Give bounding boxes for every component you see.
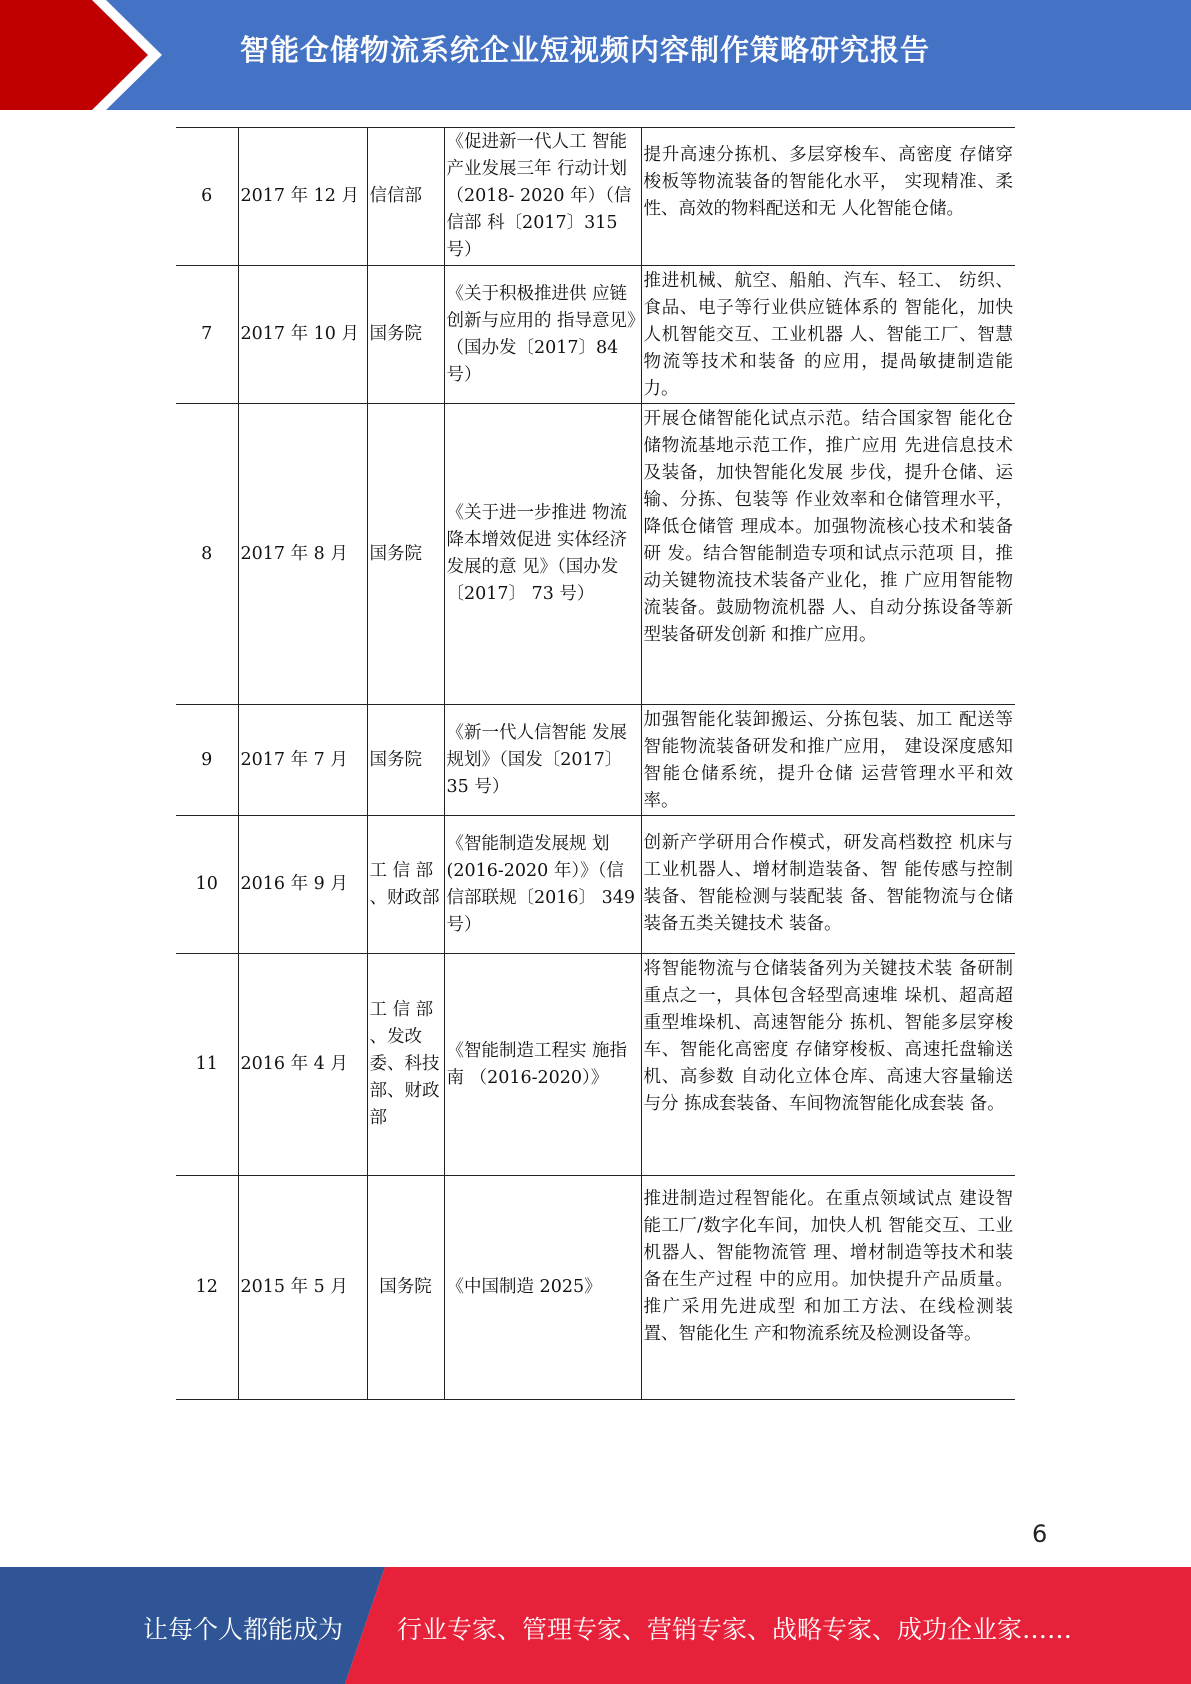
table-row <box>176 954 1015 1176</box>
row-department: 国务院 <box>367 705 444 816</box>
row-department: 信信部 <box>367 128 444 266</box>
row-date: 2015 年 5 月 <box>238 1176 367 1400</box>
table-row <box>176 404 1015 705</box>
page-number: 6 <box>1032 1520 1048 1548</box>
table-row <box>176 1176 1015 1400</box>
row-number: 6 <box>176 128 238 266</box>
row-document: 《新一代人信智能 发展规划》（国发〔2017〕 35 号） <box>444 705 641 816</box>
row-number: 12 <box>176 1176 238 1400</box>
row-document: 《中国制造 2025》 <box>444 1176 641 1400</box>
row-number: 11 <box>176 954 238 1176</box>
row-department: 工 信 部 、发改委、科技部、财政部 <box>367 954 444 1176</box>
row-date: 2017 年 12 月 <box>238 128 367 266</box>
header-title: 智能仓储物流系统企业短视频内容制作策略研究报告 <box>240 33 931 67</box>
row-department: 工 信 部 、财政部 <box>367 816 444 954</box>
row-number: 10 <box>176 816 238 954</box>
row-date: 2017 年 10 月 <box>238 266 367 404</box>
row-number: 9 <box>176 705 238 816</box>
row-content: 将智能物流与仓储装备列为关键技术装 备研制重点之一，具体包含轻型高速堆 垛机、超高超重型堆垛机、高速智能分 拣机、智能多层穿梭车、智能化高密度 存储穿梭板、高速托盘输送机、高参数 自动化立体仓库、高速大容量输送与分 拣成套装备、车间物流智能化成套装 备。 <box>641 954 1015 1176</box>
row-document: 《关于进一步推进 物流降本增效促进 实体经济发展的意 见》（国办发〔2017〕 73 号） <box>444 404 641 705</box>
row-document: 《关于积极推进供 应链创新与应用的 指导意见》（国办发〔2017〕84 号） <box>444 266 641 404</box>
row-department: 国务院 <box>367 404 444 705</box>
row-content: 推进制造过程智能化。在重点领域试点 建设智能工厂/数字化车间，加快人机 智能交互、工业机器人、智能物流管 理、增材制造等技术和装备在生产过程 中的应用。加快提升产品质量。推广采用先进成型 和加工方法、在线检测装置、智能化生 产和物流系统及检测设备等。 <box>641 1176 1015 1400</box>
row-content: 开展仓储智能化试点示范。结合国家智 能化仓储物流基地示范工作，推广应用 先进信息技术及装备，加快智能化发展 步伐，提升仓储、运输、分拣、包装等 作业效率和仓储管理水平，降低仓储管 理成本。加强物流核心技术和装备研 发。结合智能制造专项和试点示范项 目，推动关键物流技术装备产业化，推 广应用智能物流装备。鼓励物流机器 人、自动分拣设备等新型装备研发创新 和推广应用。 <box>641 404 1015 705</box>
row-number: 7 <box>176 266 238 404</box>
page-footer <box>0 1567 1191 1684</box>
row-content: 提升高速分拣机、多层穿梭车、高密度 存储穿梭板等物流装备的智能化水平， 实现精准、柔性、高效的物料配送和无 人化智能仓储。 <box>641 128 1015 266</box>
header-red-arrow <box>0 0 148 110</box>
page-header <box>0 0 1191 110</box>
row-date: 2017 年 7 月 <box>238 705 367 816</box>
row-content: 推进机械、航空、船舶、汽车、轻工、 纺织、食品、电子等行业供应链体系的 智能化，加快人机智能交互、工业机器 人、智能工厂、智慧物流等技术和装备 的应用，提咼敏捷制造能力。 <box>641 266 1015 404</box>
table-row <box>176 266 1015 404</box>
row-document: 《促进新一代人工 智能产业发展三年 行动计划（2018- 2020 年）（信信部 科〔2017〕315 号） <box>444 128 641 266</box>
row-document: 《智能制造工程实 施指南 （2016-2020）》 <box>444 954 641 1176</box>
row-date: 2017 年 8 月 <box>238 404 367 705</box>
policy-table <box>176 127 1015 1400</box>
row-date: 2016 年 9 月 <box>238 816 367 954</box>
footer-slogan-right: 行业专家、管理专家、营销专家、战略专家、成功企业家…… <box>397 1615 1073 1644</box>
table-row <box>176 816 1015 954</box>
row-number: 8 <box>176 404 238 705</box>
row-content: 创新产学研用合作模式，研发高档数控 机床与工业机器人、增材制造装备、智 能传感与控制装备、智能检测与装配装 备、智能物流与仓储装备五类关键技术 装备。 <box>641 816 1015 954</box>
row-department: 国务院 <box>367 266 444 404</box>
table-row <box>176 128 1015 266</box>
row-content: 加强智能化装卸搬运、分拣包装、加工 配送等智能物流装备研发和推广应用， 建设深度感知智能仓储系统，提升仓储 运营管理水平和效率。 <box>641 705 1015 816</box>
footer-slogan-left: 让每个人都能成为 <box>143 1615 344 1644</box>
row-department: 国务院 <box>367 1176 444 1400</box>
table-row <box>176 705 1015 816</box>
row-date: 2016 年 4 月 <box>238 954 367 1176</box>
row-document: 《智能制造发展规 划 (2016-2020 年）》（信信部联规〔2016〕 349 号） <box>444 816 641 954</box>
